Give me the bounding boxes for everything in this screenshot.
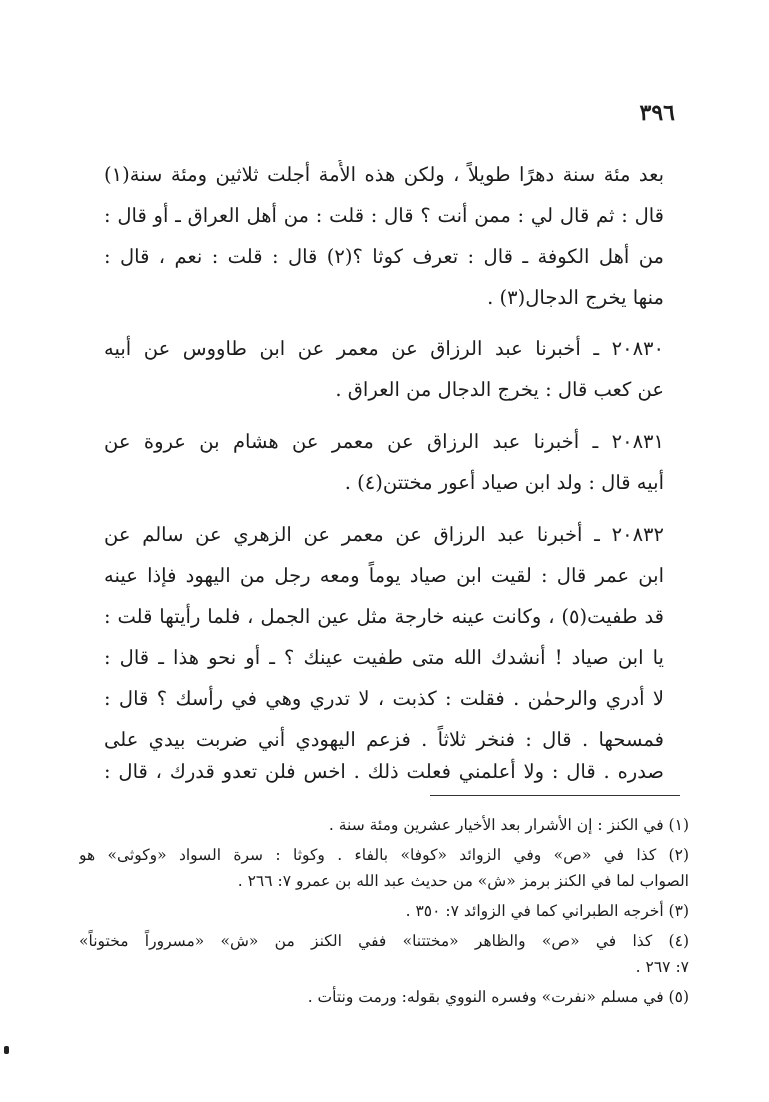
body-line: يا ابن صياد ! أنشدك الله متى طفيت عينك ؟ ـ أو نحو هذا ـ قال : bbox=[104, 646, 664, 669]
body-line: منها يخرج الدجال(٣) . bbox=[487, 286, 664, 309]
page-number: ٣٩٦ bbox=[639, 100, 675, 126]
footnote: (٥) في مسلم «نفرت» وفسره النووي بقوله: ورمت ونتأت . bbox=[307, 988, 689, 1006]
footnote: (٤) كذا في «ص» والظاهر «مختتنا» ففي الكنز من «ش» «مسروراً مختوناً» bbox=[79, 932, 689, 950]
body-line: عن كعب قال : يخرج الدجال من العراق . bbox=[335, 378, 664, 401]
body-line: فمسحها . قال : فنخر ثلاثاً . فزعم اليهودي أني ضربت بيدي على bbox=[104, 728, 664, 751]
footnote: (٢) كذا في «ص» وفي الزوائد «كوفا» بالفاء . وكوثا : سرة السواد «وكوثى» هو bbox=[79, 846, 689, 864]
footnote: ٧: ٢٦٧ . bbox=[635, 958, 689, 976]
hadith-20831-line: ٢٠٨٣١ ـ أخبرنا عبد الرزاق عن معمر عن هشام بن عروة عن bbox=[104, 430, 664, 453]
body-line: صدره . قال : ولا أعلمني فعلت ذلك . اخس فلن تعدو قدرك ، قال : bbox=[104, 760, 664, 783]
body-line: من أهل الكوفة ـ قال : تعرف كوثا ؟(٢) قال : قلت : نعم ، قال : bbox=[104, 245, 664, 268]
body-line: قد طفيت(٥) ، وكانت عينه خارجة مثل عين الجمل ، فلما رأيتها قلت : bbox=[104, 605, 664, 628]
body-line: أبيه قال : ولد ابن صياد أعور مختتن(٤) . bbox=[344, 471, 664, 494]
body-line: قال : ثم قال لي : ممن أنت ؟ قال : قلت : من أهل العراق ـ أو قال : bbox=[104, 204, 664, 227]
footnote: (١) في الكنز : إن الأشرار بعد الأخيار عشرين ومئة سنة . bbox=[328, 816, 689, 834]
footnote: الصواب لما في الكنز برمز «ش» من حديث عبد الله بن عمرو ٧: ٢٦٦ . bbox=[237, 872, 689, 890]
body-line: بعد مئة سنة دهرًا طويلاً ، ولكن هذه الأُمة أجلت ثلاثين ومئة سنة(١) bbox=[104, 163, 664, 186]
body-line: ابن عمر قال : لقيت ابن صياد يوماً ومعه رجل من اليهود فإذا عينه bbox=[104, 564, 664, 587]
footnote-separator bbox=[430, 795, 680, 796]
hadith-20832-line: ٢٠٨٣٢ ـ أخبرنا عبد الرزاق عن معمر عن الزهري عن سالم عن bbox=[104, 523, 664, 546]
ink-mark bbox=[4, 1046, 9, 1054]
footnote: (٣) أخرجه الطبراني كما في الزوائد ٧: ٣٥٠ . bbox=[405, 902, 689, 920]
hadith-20830-line: ٢٠٨٣٠ ـ أخبرنا عبد الرزاق عن معمر عن ابن طاووس عن أبيه bbox=[104, 337, 664, 360]
body-line: لا أدري والرحمٰن . فقلت : كذبت ، لا تدري وهي في رأسك ؟ قال : bbox=[104, 687, 664, 710]
